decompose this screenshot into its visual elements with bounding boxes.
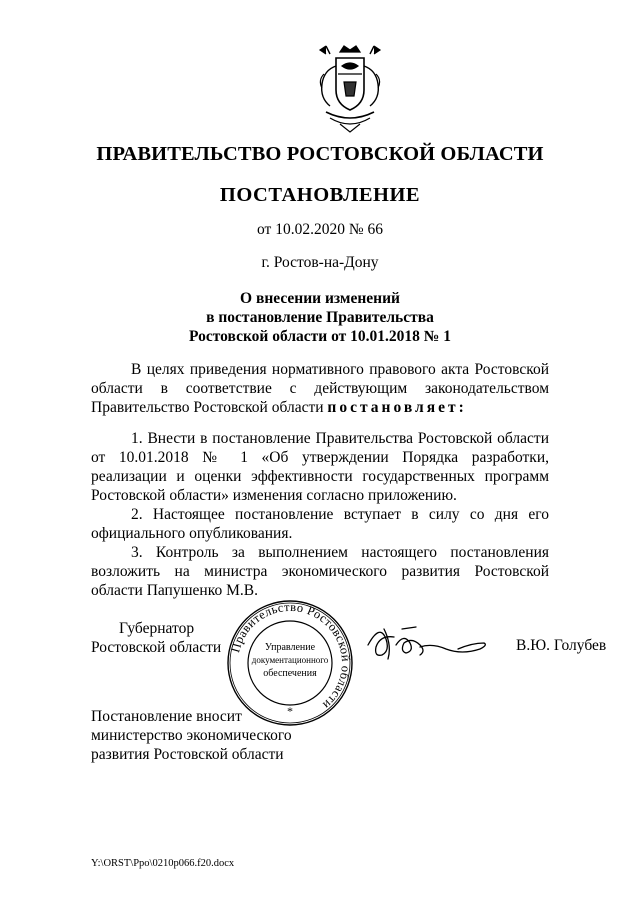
submitted-by-line: министерство экономического [91, 727, 292, 744]
preamble-paragraph [91, 360, 549, 417]
signatory-position-line: Ростовской области [91, 639, 222, 656]
resolution-item: 3. Контроль за выполнением настоящего постановления возложить на министра экономического развития Ростовской области Папушенко М.В. [91, 544, 549, 599]
handwritten-signature [362, 615, 492, 675]
resolution-item: 2. Настоящее постановление вступает в силу со дня его официального опубликования. [91, 506, 549, 542]
coat-of-arms-emblem [316, 44, 384, 134]
resolution-item: 1. Внести в постановление Правительства Ростовской области от 10.01.2018 № 1 «Об утверждении Порядка разработки, реализации и оценки эффективности государственных программ Ростовской области» изменения согласно приложению. [91, 430, 549, 504]
stamp-inner-line: Управление [264, 642, 316, 653]
stamp-ring-text: Правительство Ростовской области [228, 599, 354, 713]
preamble-text: В целях приведения нормативного правового акта Ростовской области в соответствие с действующим законодательством Правительство Ростовской области [91, 361, 549, 416]
stamp-inner-line: обеспечения [263, 668, 317, 679]
submitted-by-line: Постановление вносит [91, 708, 242, 725]
subject-line: в постановление Правительства [206, 309, 434, 326]
signatory-position [91, 619, 241, 657]
stamp-star: * [287, 704, 293, 718]
submitted-by-line: развития Ростовской области [91, 746, 284, 763]
resolution-items [91, 429, 549, 600]
document-city: г. Ростов-на-Дону [261, 254, 379, 271]
document-subject [0, 289, 640, 346]
footer-file-path: Y:\ORST\Ppo\0210p066.f20.docx [91, 858, 235, 869]
document-type-title: ПОСТАНОВЛЕНИЕ [219, 184, 421, 206]
signatory-name: В.Ю. Голубев [516, 637, 607, 654]
signatory-position-line: Губернатор [119, 620, 195, 637]
organization-title: ПРАВИТЕЛЬСТВО РОСТОВСКОЙ ОБЛАСТИ [96, 143, 544, 165]
preamble-action-word: постановляет: [327, 399, 467, 416]
subject-line: О внесении изменений [240, 290, 400, 307]
submitted-by-note [91, 707, 331, 764]
document-date-number: от 10.02.2020 № 66 [257, 221, 383, 238]
subject-line: Ростовской области от 10.01.2018 № 1 [189, 328, 451, 345]
stamp-inner-line: документационного [251, 655, 329, 665]
